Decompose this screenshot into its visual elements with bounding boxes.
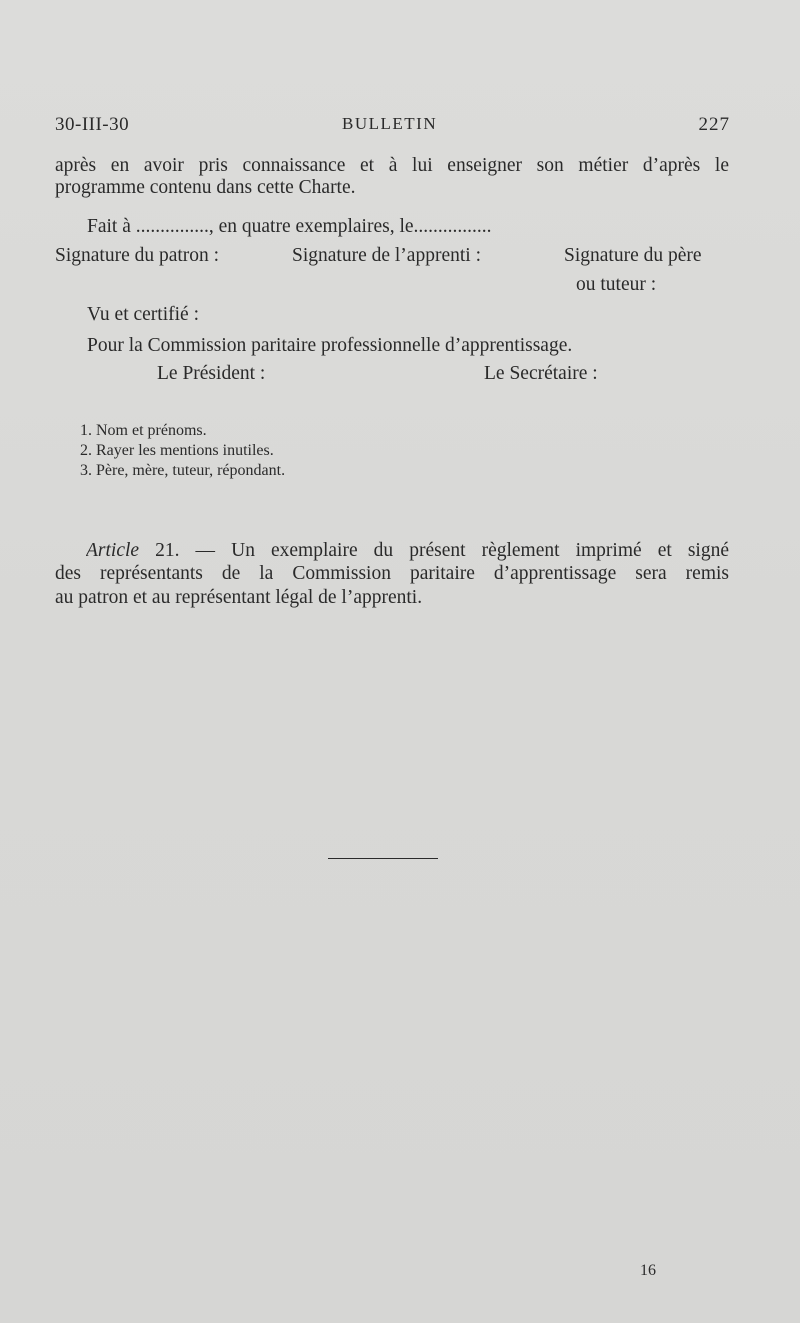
fait-line: Fait à ..............., en quatre exemplaires, le................ xyxy=(87,216,492,237)
signature-tuteur: ou tuteur : xyxy=(576,274,657,295)
article-line-3: au patron et au représentant légal de l’apprenti. xyxy=(55,587,423,608)
running-header xyxy=(55,114,730,142)
signature-apprenti: Signature de l’apprenti : xyxy=(292,245,481,266)
section-divider xyxy=(328,858,438,859)
signature-pere: Signature du père xyxy=(564,245,702,266)
article-number: 21. — xyxy=(139,540,232,561)
footnote-3: 3. Père, mère, tuteur, répondant. xyxy=(80,462,286,479)
article-label: Article xyxy=(86,540,140,561)
footnote-2: 2. Rayer les mentions inutiles. xyxy=(80,442,274,459)
article-line-2: des représentants de la Commission paritaire d’apprentissage sera remis xyxy=(55,563,729,584)
header-title: BULLETIN xyxy=(342,114,438,133)
footnote-1: 1. Nom et prénoms. xyxy=(80,422,207,439)
header-page-number: 227 xyxy=(698,114,730,135)
intro-line-2: programme contenu dans cette Charte. xyxy=(55,177,356,198)
header-date: 30-III-30 xyxy=(55,114,130,135)
vu-et-certifie: Vu et certifié : xyxy=(87,304,199,325)
intro-line-1: après en avoir pris connaissance et à lui enseigner son métier d’après le xyxy=(55,155,729,176)
commission-line: Pour la Commission paritaire professionnelle d’apprentissage. xyxy=(87,335,573,356)
signature-mark: 16 xyxy=(640,1262,656,1279)
secretaire-label: Le Secrétaire : xyxy=(484,363,598,384)
signature-patron: Signature du patron : xyxy=(55,245,220,266)
article-line-1-text: Un exemplaire du présent règlement imprimé et signé xyxy=(231,540,729,561)
president-label: Le Président : xyxy=(157,363,266,384)
